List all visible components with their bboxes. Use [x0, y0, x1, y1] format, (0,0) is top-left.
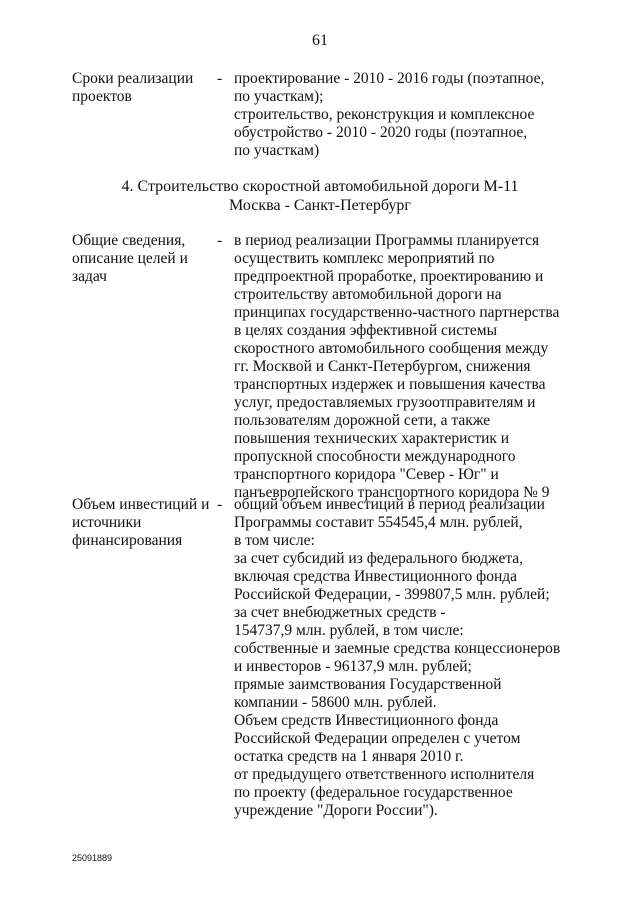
section-heading-line: Москва - Санкт-Петербург — [229, 197, 411, 214]
row-label-line: Общие сведения, — [72, 232, 186, 249]
content-line: строительство, реконструкция и комплексное — [234, 106, 535, 123]
row-content — [234, 232, 564, 502]
row-label — [72, 496, 212, 550]
content-line: и инвесторов - 96137,9 млн. рублей; — [234, 658, 472, 675]
row-label-line: описание целей и — [72, 250, 188, 267]
content-line: в период реализации Программы планируется — [234, 232, 540, 249]
content-line: принципах государственно-частного партнерства — [234, 304, 560, 321]
row-dash: - — [217, 232, 223, 249]
section-row-implementation-terms — [72, 70, 592, 160]
section-row-general-info — [72, 232, 592, 507]
page-number: 61 — [312, 32, 328, 49]
content-line: пропускной способности международного — [234, 448, 516, 465]
content-line: собственные и заемные средства концессионеров — [234, 640, 561, 657]
row-dash: - — [217, 496, 223, 513]
content-line: Российской Федерации, - 399807,5 млн. рублей; — [234, 586, 550, 603]
content-line: строительству автомобильной дороги на — [234, 286, 502, 303]
row-label-line: задач — [72, 268, 107, 285]
content-line: транспортных издержек и повышения качества — [234, 376, 546, 393]
row-label-line: проектов — [72, 88, 132, 105]
row-content — [234, 496, 564, 820]
row-label-line: источники — [72, 514, 142, 531]
content-line: пользователям дорожной сети, а также — [234, 412, 491, 429]
content-line: транспортного коридора "Север - Юг" и — [234, 466, 499, 483]
row-label — [72, 70, 212, 106]
row-dash: - — [217, 70, 223, 87]
content-line: по участкам); — [234, 88, 324, 105]
content-line: услуг, предоставляемых грузоотправителям и — [234, 394, 536, 411]
document-id: 25091889 — [72, 853, 113, 863]
content-line: от предыдущего ответственного исполнителя — [234, 766, 535, 783]
content-line: в том числе: — [234, 532, 315, 549]
content-line: общий объем инвестиций в период реализации — [234, 496, 545, 513]
section-heading-line: 4. Строительство скоростной автомобильной дороги М-11 — [121, 178, 519, 195]
row-label — [72, 232, 212, 286]
content-line: панъевропейского транспортного коридора № 9 — [234, 484, 550, 501]
content-line: гг. Москвой и Санкт-Петербургом, снижения — [234, 358, 531, 375]
section-row-investment-volume — [72, 496, 592, 826]
content-line: Российской Федерации определен с учетом — [234, 730, 521, 747]
content-line: по проекту (федеральное государственное — [234, 784, 513, 801]
content-line: компании - 58600 млн. рублей. — [234, 694, 437, 711]
section-heading — [0, 177, 640, 215]
content-line: за счет субсидий из федерального бюджета, — [234, 550, 524, 567]
row-content — [234, 70, 564, 160]
content-line: остатка средств на 1 января 2010 г. — [234, 748, 464, 765]
content-line: обустройство - 2010 - 2020 годы (поэтапное, — [234, 124, 528, 141]
content-line: учреждение "Дороги России"). — [234, 802, 438, 819]
content-line: проектирование - 2010 - 2016 годы (поэтапное, — [234, 70, 545, 87]
content-line: за счет внебюджетных средств - — [234, 604, 446, 621]
content-line: скоростного автомобильного сообщения между — [234, 340, 549, 357]
row-label-line: финансирования — [72, 532, 183, 549]
content-line: по участкам) — [234, 142, 320, 159]
content-line: предпроектной проработке, проектированию и — [234, 268, 544, 285]
content-line: прямые заимствования Государственной — [234, 676, 502, 693]
content-line: повышения технических характеристик и — [234, 430, 510, 447]
content-line: включая средства Инвестиционного фонда — [234, 568, 518, 585]
content-line: в целях создания эффективной системы — [234, 322, 497, 339]
content-line: 154737,9 млн. рублей, в том числе: — [234, 622, 464, 639]
content-line: Объем средств Инвестиционного фонда — [234, 712, 499, 729]
row-label-line: Сроки реализации — [72, 70, 194, 87]
row-label-line: Объем инвестиций и — [72, 496, 210, 513]
content-line: Программы составит 554545,4 млн. рублей, — [234, 514, 523, 531]
content-line: осуществить комплекс мероприятий по — [234, 250, 495, 267]
